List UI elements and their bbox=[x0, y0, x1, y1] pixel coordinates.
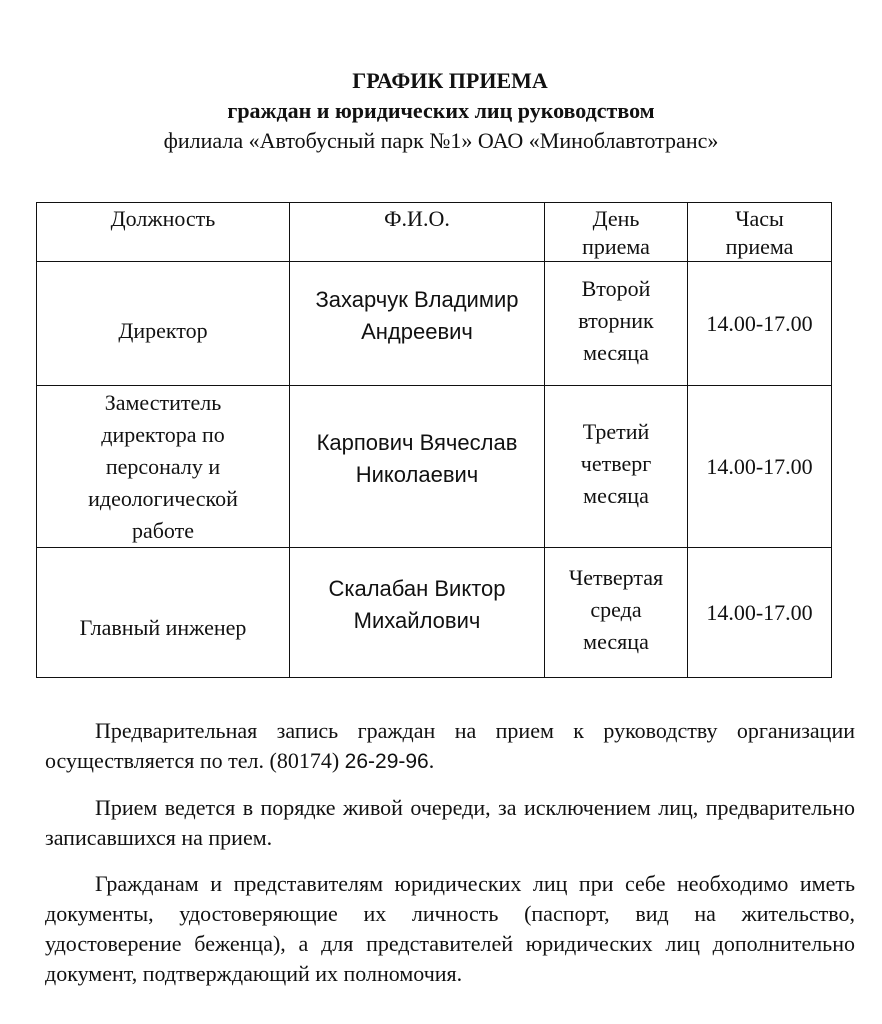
table-row bbox=[37, 262, 832, 386]
appointment-note: Предварительная запись граждан на прием к руководству организации осуществляется по тел. (80174) 26-29-96. bbox=[45, 718, 855, 773]
position-cell: Директор bbox=[37, 262, 290, 386]
queue-note: Прием ведется в порядке живой очереди, за исключением лиц, предварительно записавшихся на прием. bbox=[45, 795, 855, 850]
header-position: Должность bbox=[37, 203, 290, 262]
position-cell: Главный инженер bbox=[37, 548, 290, 678]
header-hours: Часы приема bbox=[688, 203, 832, 262]
name-cell: Захарчук Владимир Андреевич bbox=[290, 262, 545, 386]
document-subtitle: граждан и юридических лиц руководством bbox=[227, 98, 655, 123]
document-title: ГРАФИК ПРИЕМА bbox=[352, 68, 548, 93]
reception-schedule-table bbox=[36, 202, 832, 678]
phone-number: 26-29-96 bbox=[344, 750, 429, 773]
hours-cell: 14.00-17.00 bbox=[688, 262, 832, 386]
position-cell: Заместитель директора по персоналу и идеологической работе bbox=[37, 386, 290, 548]
name-cell: Скалабан Виктор Михайлович bbox=[290, 548, 545, 678]
day-cell: Четвертая среда месяца bbox=[545, 548, 688, 678]
day-cell: Третий четверг месяца bbox=[545, 386, 688, 548]
table-row bbox=[37, 548, 832, 678]
day-cell: Второй вторник месяца bbox=[545, 262, 688, 386]
name-cell: Карпович Вячеслав Николаевич bbox=[290, 386, 545, 548]
header-name: Ф.И.О. bbox=[290, 203, 545, 262]
table-row bbox=[37, 386, 832, 548]
hours-cell: 14.00-17.00 bbox=[688, 548, 832, 678]
organization-name: филиала «Автобусный парк №1» ОАО «Миноблавтотранс» bbox=[163, 128, 719, 153]
table-header-row bbox=[37, 203, 832, 262]
hours-cell: 14.00-17.00 bbox=[688, 386, 832, 548]
notes-section bbox=[45, 716, 855, 1005]
header-day: День приема bbox=[545, 203, 688, 262]
documents-note: Гражданам и представителям юридических лиц при себе необходимо иметь документы, удостоверяющие их личность (паспорт, вид на жительство, удостоверение беженца), а для представителей юридических лиц дополнительно документ, подтверждающий их полномочия. bbox=[45, 871, 855, 986]
document-header bbox=[0, 66, 882, 156]
